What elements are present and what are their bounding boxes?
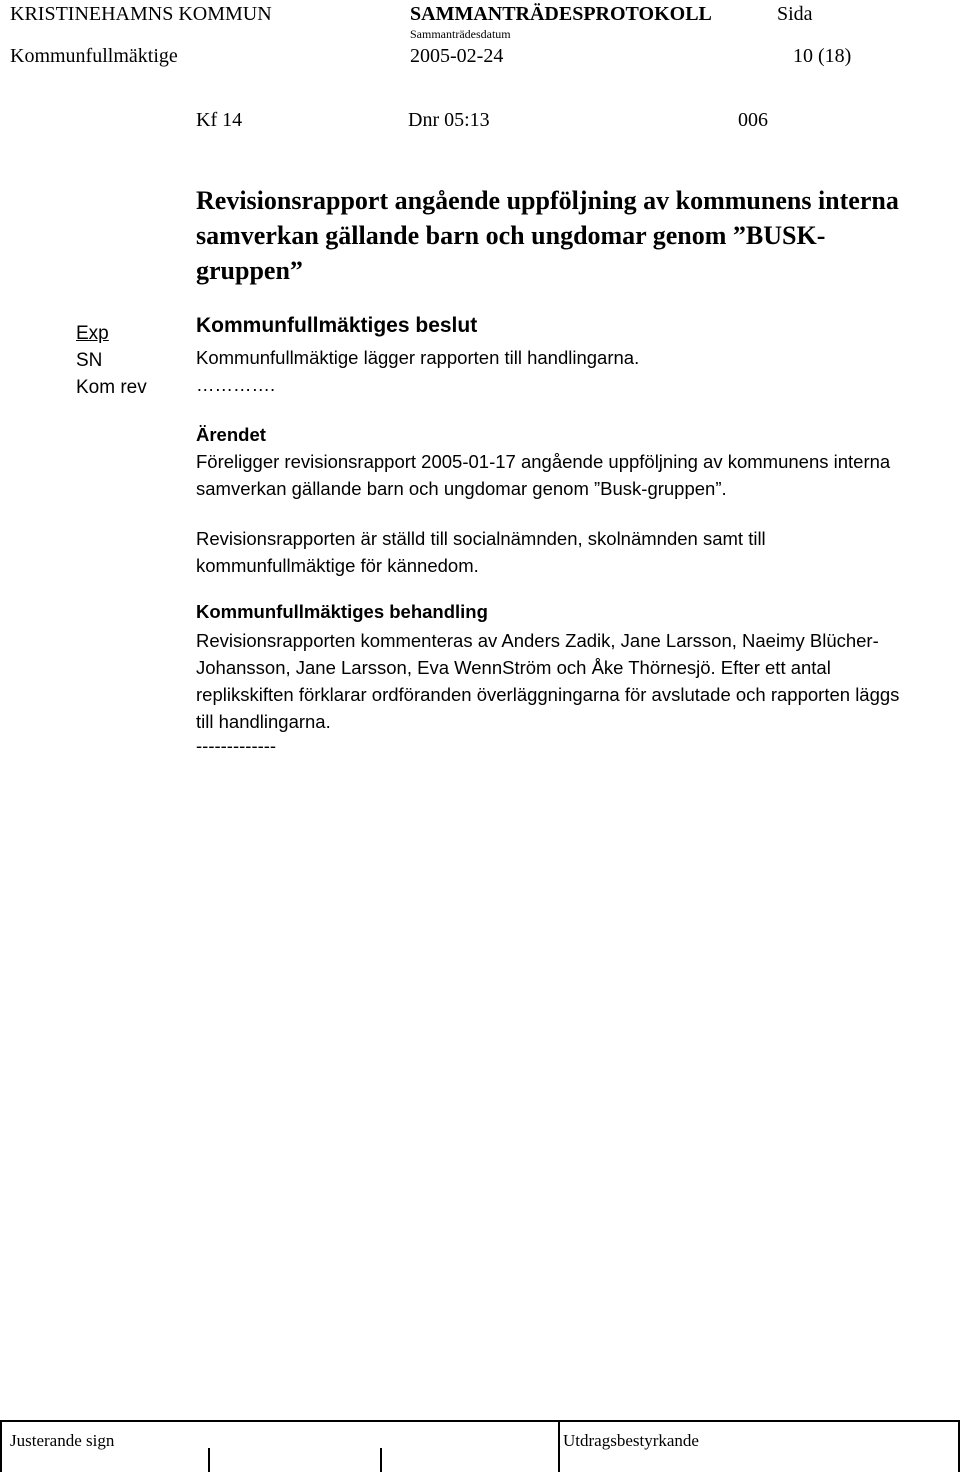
case-kf: Kf 14 bbox=[196, 109, 243, 131]
behandling-heading: Kommunfullmäktiges behandling bbox=[196, 601, 488, 622]
separator-dashes: ------------- bbox=[196, 735, 277, 756]
footer-sign-label: Justerande sign bbox=[10, 1431, 115, 1450]
document-type: SAMMANTRÄDESPROTOKOLL bbox=[410, 3, 712, 25]
case-dnr: Dnr 05:13 bbox=[408, 109, 490, 131]
page-title: Revisionsrapport angående uppföljning av kommunens interna samverkan gällande barn och ungdomar genom ”BUSK-gruppen” bbox=[196, 186, 899, 285]
body-name: Kommunfullmäktige bbox=[10, 45, 178, 67]
page-label: Sida bbox=[777, 3, 813, 25]
beslut-text: Kommunfullmäktige lägger rapporten till handlingarna. bbox=[196, 347, 640, 368]
footer-rule bbox=[0, 1420, 960, 1422]
margin-note-sn: SN bbox=[76, 350, 103, 371]
footer-divider bbox=[558, 1420, 560, 1472]
arendet-paragraph-2: Revisionsrapporten är ställd till socialnämnden, skolnämnden samt till kommunfullmäktige för kännedom. bbox=[196, 528, 766, 576]
footer-excerpt-label: Utdragsbestyrkande bbox=[563, 1431, 699, 1450]
margin-note-exp: Exp bbox=[76, 323, 109, 344]
footer-left-border bbox=[0, 1420, 2, 1472]
beslut-dots: …………. bbox=[196, 374, 276, 395]
page-number: 10 (18) bbox=[793, 45, 852, 67]
sign-box-tick-1 bbox=[208, 1448, 210, 1472]
case-code: 006 bbox=[738, 109, 768, 131]
margin-note-kom-rev: Kom rev bbox=[76, 377, 147, 398]
sign-box-tick-2 bbox=[380, 1448, 382, 1472]
beslut-heading: Kommunfullmäktiges beslut bbox=[196, 314, 478, 337]
org-name: KRISTINEHAMNS KOMMUN bbox=[10, 3, 272, 25]
arendet-heading: Ärendet bbox=[196, 424, 266, 445]
date-label: Sammanträdesdatum bbox=[410, 27, 511, 41]
behandling-text: Revisionsrapporten kommenteras av Anders Zadik, Jane Larsson, Naeimy Blücher-Johansson, Jane Larsson, Eva WennStröm och Åke Thörnesjö. Efter ett antal replikskiften förklarar ordföranden överläggningarna för avslutade och rapporten läggs till handlingarna. bbox=[196, 630, 900, 732]
arendet-paragraph-1: Föreligger revisionsrapport 2005-01-17 angående uppföljning av kommunens interna samverkan gällande barn och ungdomar genom ”Busk-gruppen”. bbox=[196, 451, 891, 499]
meeting-date: 2005-02-24 bbox=[410, 45, 504, 67]
